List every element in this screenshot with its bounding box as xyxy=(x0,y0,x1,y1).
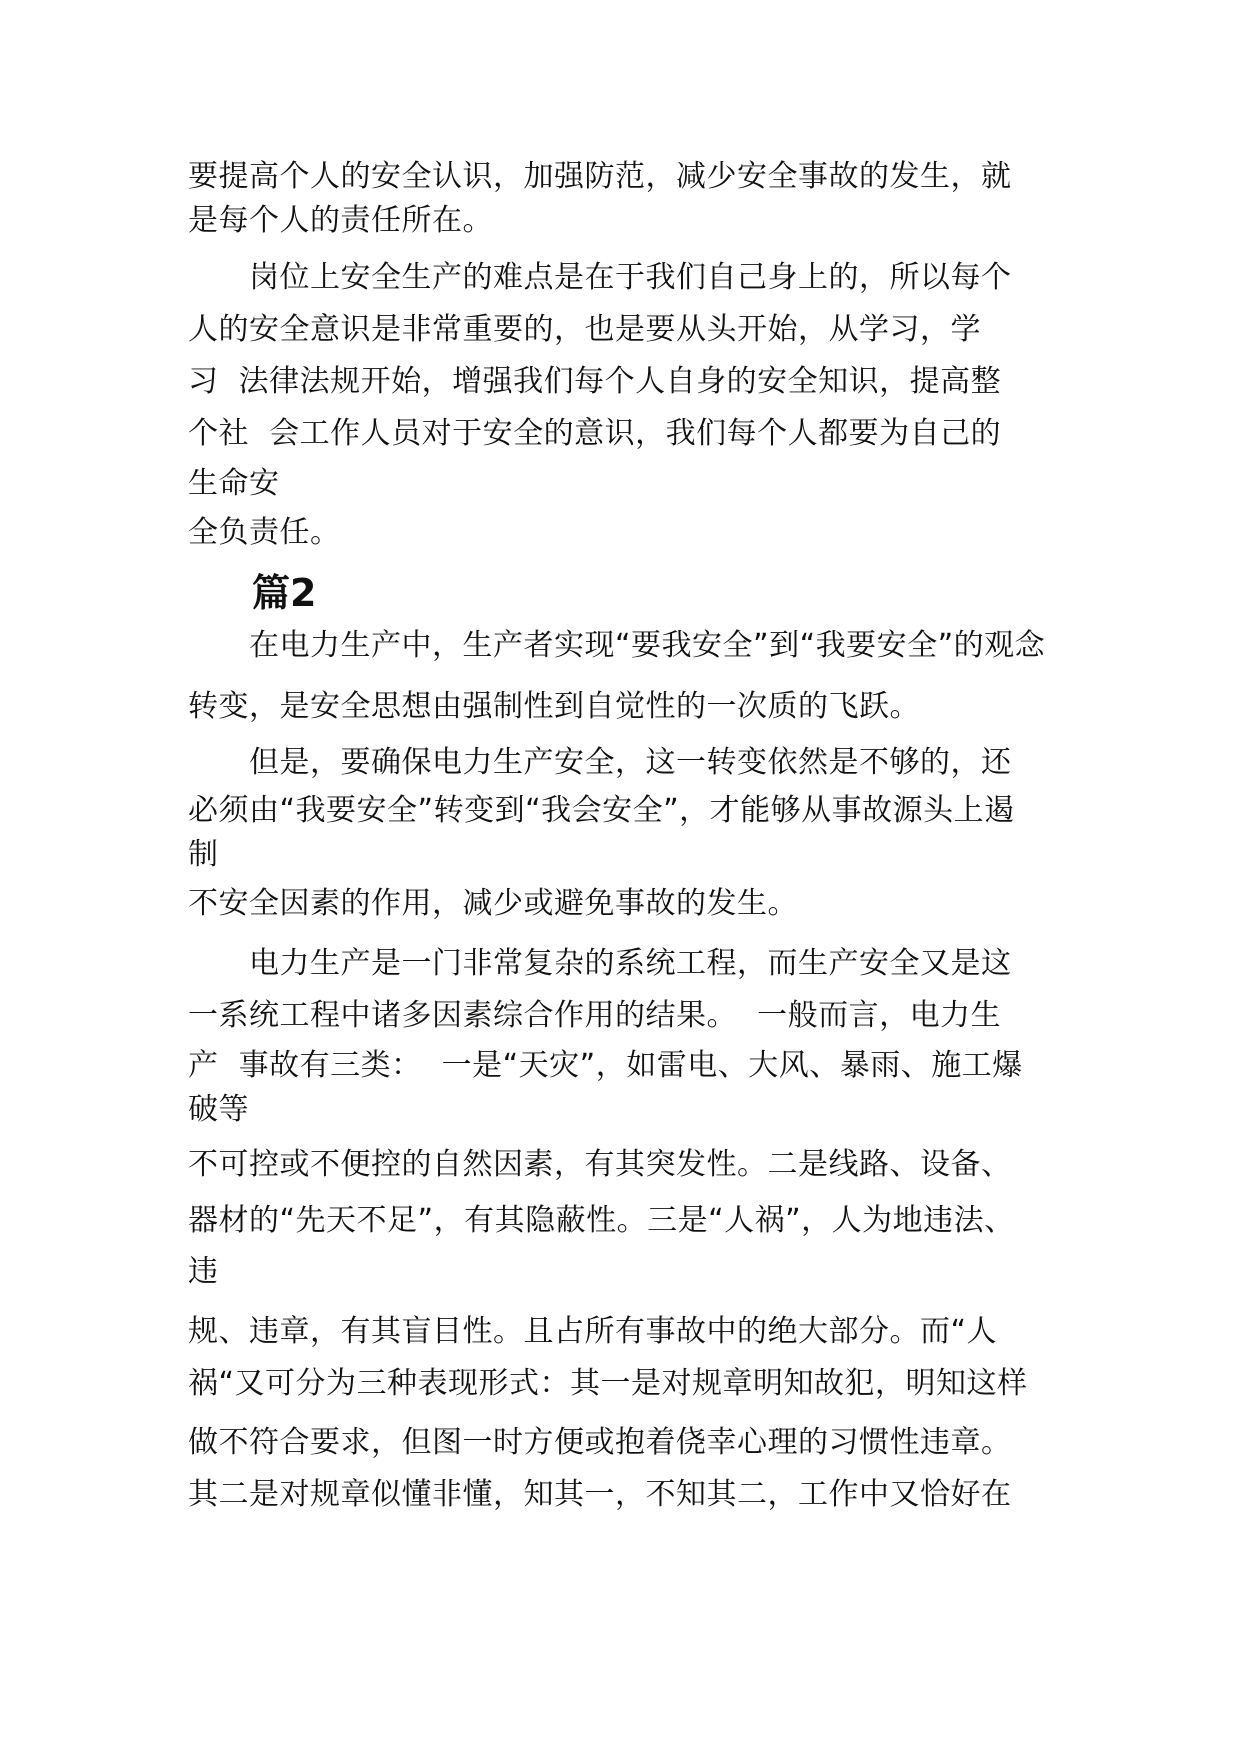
text-line: 在电力生产中，生产者实现“要我安全”到“我要安全”的观念 xyxy=(188,628,1046,663)
text-line: 必须由“我要安全”转变到“我会安全”，才能够从事故源头上遏 xyxy=(188,793,1015,828)
text-line: 祸“又可分为三种表现形式：其一是对规章明知故犯，明知这样 xyxy=(188,1366,1028,1401)
text-line: 规、违章，有其盲目性。且占所有事故中的绝大部分。而“人 xyxy=(188,1314,998,1349)
text-line: 破等 xyxy=(188,1092,249,1127)
text-line: 全负责任。 xyxy=(188,515,341,550)
text-line: 生命安 xyxy=(188,466,280,501)
text-line: 不安全因素的作用，减少或避免事故的发生。 xyxy=(188,886,798,921)
text-line: 不可控或不便控的自然因素，有其突发性。二是线路、设备、 xyxy=(188,1147,1012,1182)
text-line: 其二是对规章似懂非懂，知其一，不知其二，工作中又恰好在 xyxy=(188,1477,1012,1512)
text-line: 个社 会工作人员对于安全的意识，我们每个人都要为自己的 xyxy=(188,416,1002,451)
text-line: 人的安全意识是非常重要的，也是要从头开始，从学习，学 xyxy=(188,312,981,347)
text-line: 违 xyxy=(188,1254,219,1289)
text-line: 一系统工程中诸多因素综合作用的结果。 一般而言，电力生 xyxy=(188,998,1002,1033)
text-line: 但是，要确保电力生产安全，这一转变依然是不够的，还 xyxy=(188,745,1012,780)
text-line: 做不符合要求，但图一时方便或抱着侥幸心理的习惯性违章。 xyxy=(188,1425,1012,1460)
text-line: 转变，是安全思想由强制性到自觉性的一次质的飞跃。 xyxy=(188,689,920,724)
text-line: 产 事故有三类： 一是“天灾”，如雷电、大风、暴雨、施工爆 xyxy=(188,1048,1023,1083)
text-line: 是每个人的责任所在。 xyxy=(188,203,493,238)
text-line: 制 xyxy=(188,837,219,872)
text-line: 电力生产是一门非常复杂的系统工程，而生产安全又是这 xyxy=(188,946,1012,981)
text-line: 习 法律法规开始，增强我们每个人自身的安全知识，提高整 xyxy=(188,364,1002,399)
text-line: 岗位上安全生产的难点是在于我们自己身上的，所以每个 xyxy=(188,260,1012,295)
text-line: 要提高个人的安全认识，加强防范，减少安全事故的发生，就 xyxy=(188,159,1012,194)
section-heading: 篇2 xyxy=(252,571,317,615)
text-line: 器材的“先天不足”，有其隐蔽性。三是“人祸”，人为地违法、 xyxy=(188,1203,1015,1238)
